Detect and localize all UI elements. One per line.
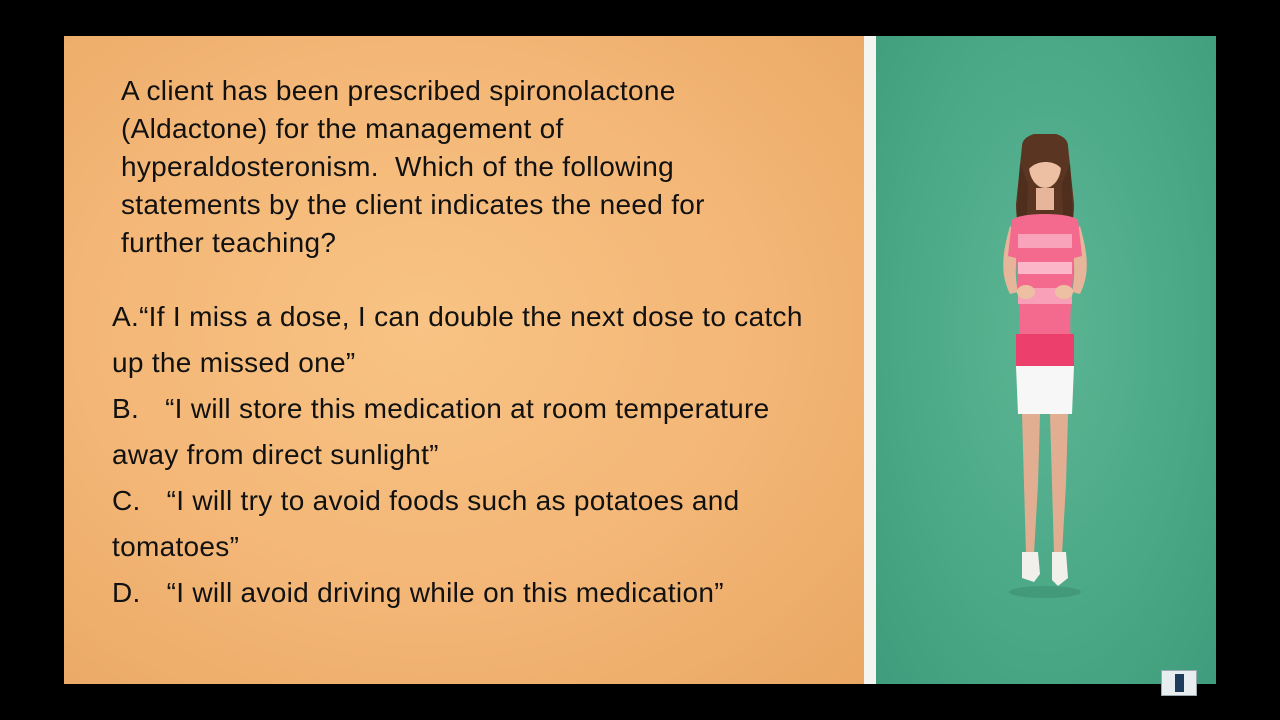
- channel-logo-icon[interactable]: [1161, 670, 1197, 696]
- answer-list: [112, 294, 832, 616]
- presenter-video-panel: [876, 36, 1216, 684]
- answer-letter: B.: [112, 393, 140, 424]
- answer-letter: C.: [112, 485, 141, 516]
- presenter-figure: [970, 134, 1120, 604]
- answer-option-d: [112, 570, 832, 616]
- answer-letter: A.: [112, 301, 140, 332]
- answer-letter: D.: [112, 577, 141, 608]
- answer-option-b: [112, 386, 832, 478]
- answer-text: “I will try to avoid foods such as potatoes and tomatoes”: [112, 485, 740, 562]
- answer-text: “If I miss a dose, I can double the next dose to catch up the missed one”: [112, 301, 803, 378]
- answer-text: “I will avoid driving while on this medication”: [166, 577, 724, 608]
- panel-divider: [864, 36, 876, 684]
- answer-option-a: [112, 294, 832, 386]
- answer-text: “I will store this medication at room temperature away from direct sunlight”: [112, 393, 770, 470]
- slide-panel: [64, 36, 864, 684]
- question-text: A client has been prescribed spironolactone (Aldactone) for the management of hyperaldosteronism. Which of the following statements by the client indicates the need for further teaching?: [121, 75, 705, 258]
- answer-option-c: [112, 478, 832, 570]
